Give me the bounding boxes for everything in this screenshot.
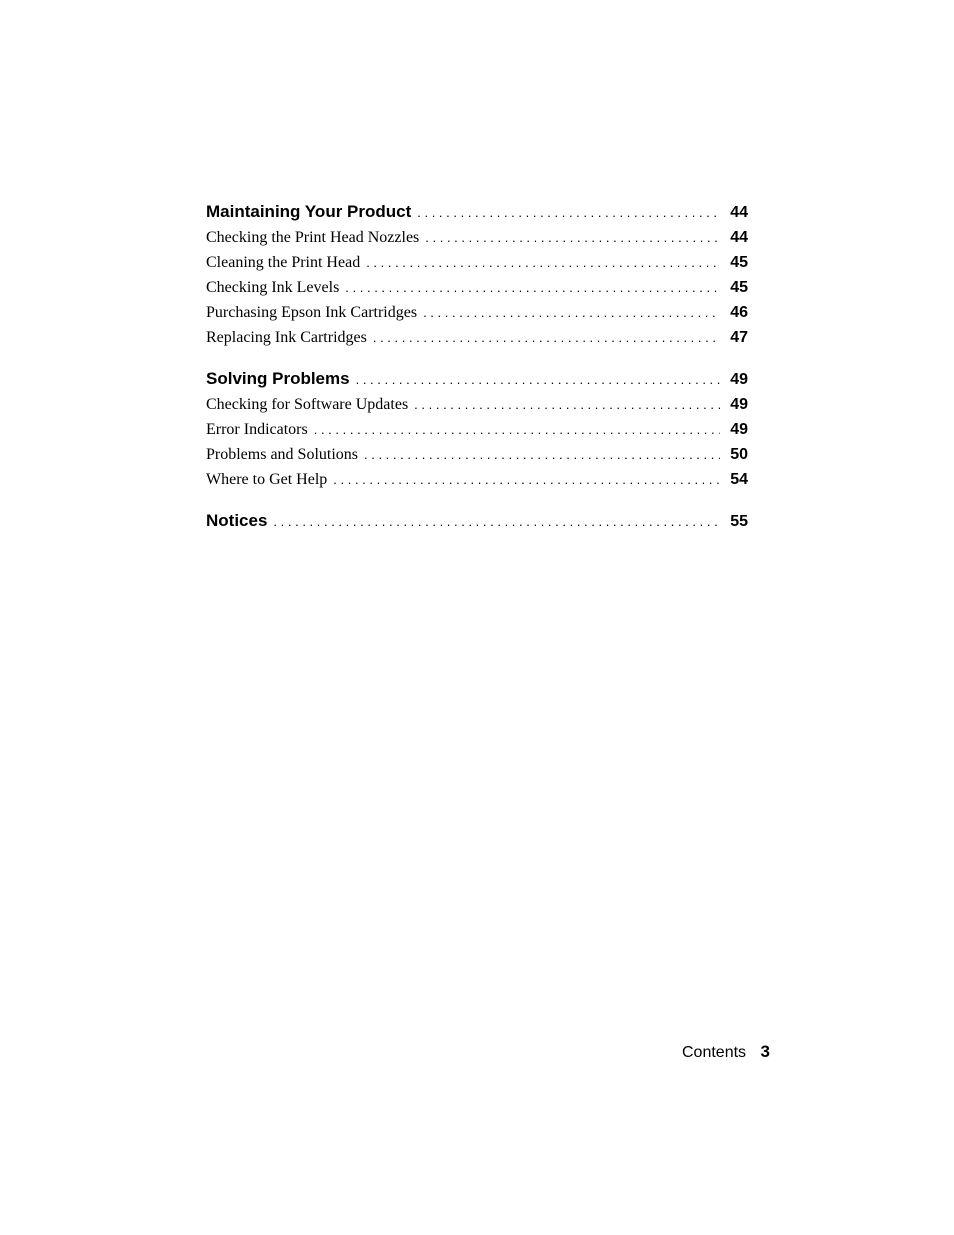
dot-leader [373, 330, 720, 345]
footer-label: Contents [682, 1044, 747, 1061]
toc-heading-title: Maintaining Your Product [206, 202, 412, 221]
toc-heading-title: Solving Problems [206, 369, 350, 388]
toc-entry-title: Checking the Print Head Nozzles [206, 229, 420, 246]
toc-heading[interactable] [206, 511, 748, 538]
toc-entry-title: Replacing Ink Cartridges [206, 329, 367, 346]
toc-page-number: 45 [730, 254, 748, 271]
toc-section-maintaining [206, 202, 748, 354]
dot-leader [356, 372, 720, 387]
toc-page-number: 49 [730, 421, 748, 438]
toc-heading-title: Notices [206, 511, 268, 530]
toc-page-number: 44 [730, 229, 748, 246]
toc-heading[interactable] [206, 369, 748, 396]
toc-entry[interactable] [206, 229, 748, 254]
page-footer [682, 1042, 770, 1062]
toc-page-number: 55 [730, 513, 748, 530]
toc-entry-title: Checking for Software Updates [206, 396, 409, 413]
dot-leader [314, 422, 720, 437]
dot-leader [423, 305, 720, 320]
toc-entry[interactable] [206, 279, 748, 304]
toc-page-number: 49 [730, 371, 748, 388]
toc-heading[interactable] [206, 202, 748, 229]
toc-entry-title: Purchasing Epson Ink Cartridges [206, 304, 418, 321]
footer-page-number: 3 [760, 1042, 770, 1061]
toc-entry[interactable] [206, 254, 748, 279]
toc-entry[interactable] [206, 304, 748, 329]
dot-leader [417, 205, 720, 220]
toc-page-number: 44 [730, 204, 748, 221]
toc-entry-title: Where to Get Help [206, 471, 328, 488]
dot-leader [273, 514, 720, 529]
toc-entry-title: Problems and Solutions [206, 446, 359, 463]
dot-leader [333, 472, 720, 487]
dot-leader [345, 280, 720, 295]
toc-entry-title: Cleaning the Print Head [206, 254, 361, 271]
dot-leader [425, 230, 720, 245]
toc-entry[interactable] [206, 446, 748, 471]
toc-page-number: 45 [730, 279, 748, 296]
toc-page-number: 50 [730, 446, 748, 463]
toc-entry-title: Checking Ink Levels [206, 279, 340, 296]
toc-entry-title: Error Indicators [206, 421, 308, 438]
toc-entry[interactable] [206, 329, 748, 354]
table-of-contents [206, 202, 748, 538]
toc-page-number: 54 [730, 471, 748, 488]
toc-page-number: 49 [730, 396, 748, 413]
toc-entry[interactable] [206, 421, 748, 446]
toc-page-number: 47 [730, 329, 748, 346]
dot-leader [366, 255, 720, 270]
dot-leader [414, 397, 720, 412]
dot-leader [364, 447, 720, 462]
toc-entry[interactable] [206, 471, 748, 496]
toc-entry[interactable] [206, 396, 748, 421]
toc-page-number: 46 [730, 304, 748, 321]
toc-section-solving-problems [206, 369, 748, 496]
toc-section-notices [206, 511, 748, 538]
